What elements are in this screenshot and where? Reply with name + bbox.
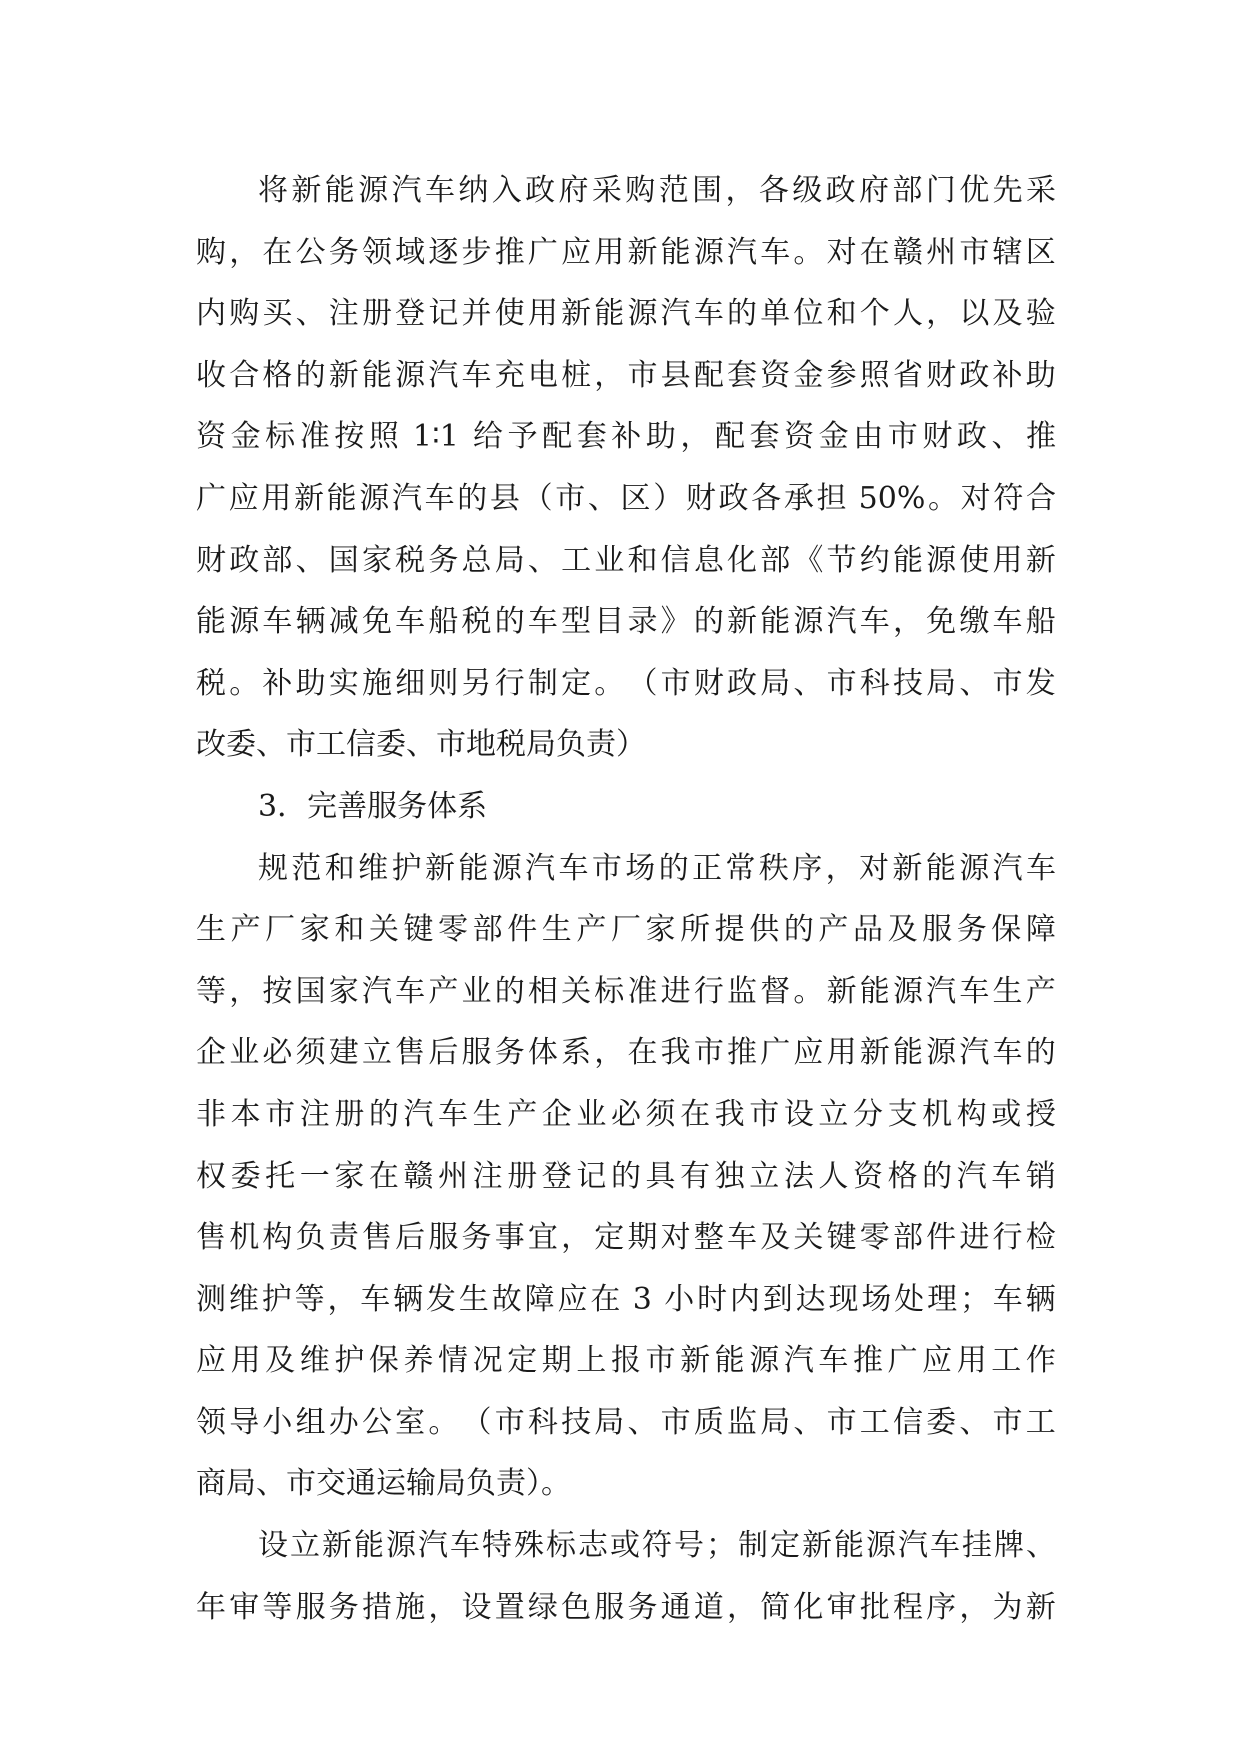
text-line: 税 。 补 助 实 施 细 则 另 行 制 定 。 （ 市 财 政 局 、 市 科 技 局 、 市 发 [196, 665, 1056, 701]
text-line: 改委、市工信委、市地税局负责） [196, 727, 646, 763]
text-line: 内 购 买 、 注 册 登 记 并 使 用 新 能 源 汽 车 的 单 位 和 个 人 ， 以 及 验 [196, 296, 1056, 332]
body-text [196, 160, 1056, 1638]
text-line: 收 合 格 的 新 能 源 汽 车 充 电 桩 ， 市 县 配 套 资 金 参 照 省 财 政 补 助 [196, 357, 1056, 393]
text-line: 购 ， 在 公 务 领 域 逐 步 推 广 应 用 新 能 源 汽 车 。 对 在 赣 州 市 辖 区 [196, 234, 1056, 270]
text-line: 非 本 市 注 册 的 汽 车 生 产 企 业 必 须 在 我 市 设 立 分 支 机 构 或 授 [196, 1096, 1056, 1132]
text-line: 规 范 和 维 护 新 能 源 汽 车 市 场 的 正 常 秩 序 ， 对 新 能 源 汽 车 [258, 850, 1056, 886]
text-line: 企 业 必 须 建 立 售 后 服 务 体 系 ， 在 我 市 推 广 应 用 新 能 源 汽 车 的 [196, 1035, 1056, 1071]
text-line: 商局、市交通运输局负责）。 [196, 1466, 571, 1502]
text-line: 测 维 护 等 ， 车 辆 发 生 故 障 应 在 3 小 时 内 到 达 现 场 处 理 ； 车 辆 [196, 1281, 1056, 1317]
text-line: 资 金 标 准 按 照 1∶1 给 予 配 套 补 助 ， 配 套 资 金 由 市 财 政 、 推 [196, 419, 1056, 455]
text-line: 应 用 及 维 护 保 养 情 况 定 期 上 报 市 新 能 源 汽 车 推 广 应 用 工 作 [196, 1343, 1056, 1379]
text-line: 领 导 小 组 办 公 室 。 （ 市 科 技 局 、 市 质 监 局 、 市 工 信 委 、 市 工 [196, 1404, 1056, 1440]
text-line: 年 审 等 服 务 措 施 ， 设 置 绿 色 服 务 通 道 ， 简 化 审 批 程 序 ， 为 新 [196, 1589, 1056, 1625]
text-line: 售 机 构 负 责 售 后 服 务 事 宜 ， 定 期 对 整 车 及 关 键 零 部 件 进 行 检 [196, 1220, 1056, 1256]
text-line: 权 委 托 一 家 在 赣 州 注 册 登 记 的 具 有 独 立 法 人 资 格 的 汽 车 销 [196, 1158, 1056, 1194]
text-line: 设 立 新 能 源 汽 车 特 殊 标 志 或 符 号 ； 制 定 新 能 源 汽 车 挂 牌 、 [258, 1528, 1056, 1564]
text-line: 将 新 能 源 汽 车 纳 入 政 府 采 购 范 围 ， 各 级 政 府 部 门 优 先 采 [258, 173, 1056, 208]
text-line: 能 源 车 辆 减 免 车 船 税 的 车 型 目 录 》 的 新 能 源 汽 车 ， 免 缴 车 船 [196, 604, 1056, 640]
text-line: 等 ， 按 国 家 汽 车 产 业 的 相 关 标 准 进 行 监 督 。 新 能 源 汽 车 生 产 [196, 973, 1056, 1009]
text-line: 广 应 用 新 能 源 汽 车 的 县 （ 市 、 区 ） 财 政 各 承 担 50% 。 对 符 合 [196, 480, 1056, 516]
text-line: 生 产 厂 家 和 关 键 零 部 件 生 产 厂 家 所 提 供 的 产 品 及 服 务 保 障 [196, 912, 1056, 948]
text-line: 3．完善服务体系 [258, 788, 488, 824]
text-line: 财 政 部 、 国 家 税 务 总 局 、 工 业 和 信 息 化 部 《 节 约 能 源 使 用 新 [196, 542, 1056, 578]
